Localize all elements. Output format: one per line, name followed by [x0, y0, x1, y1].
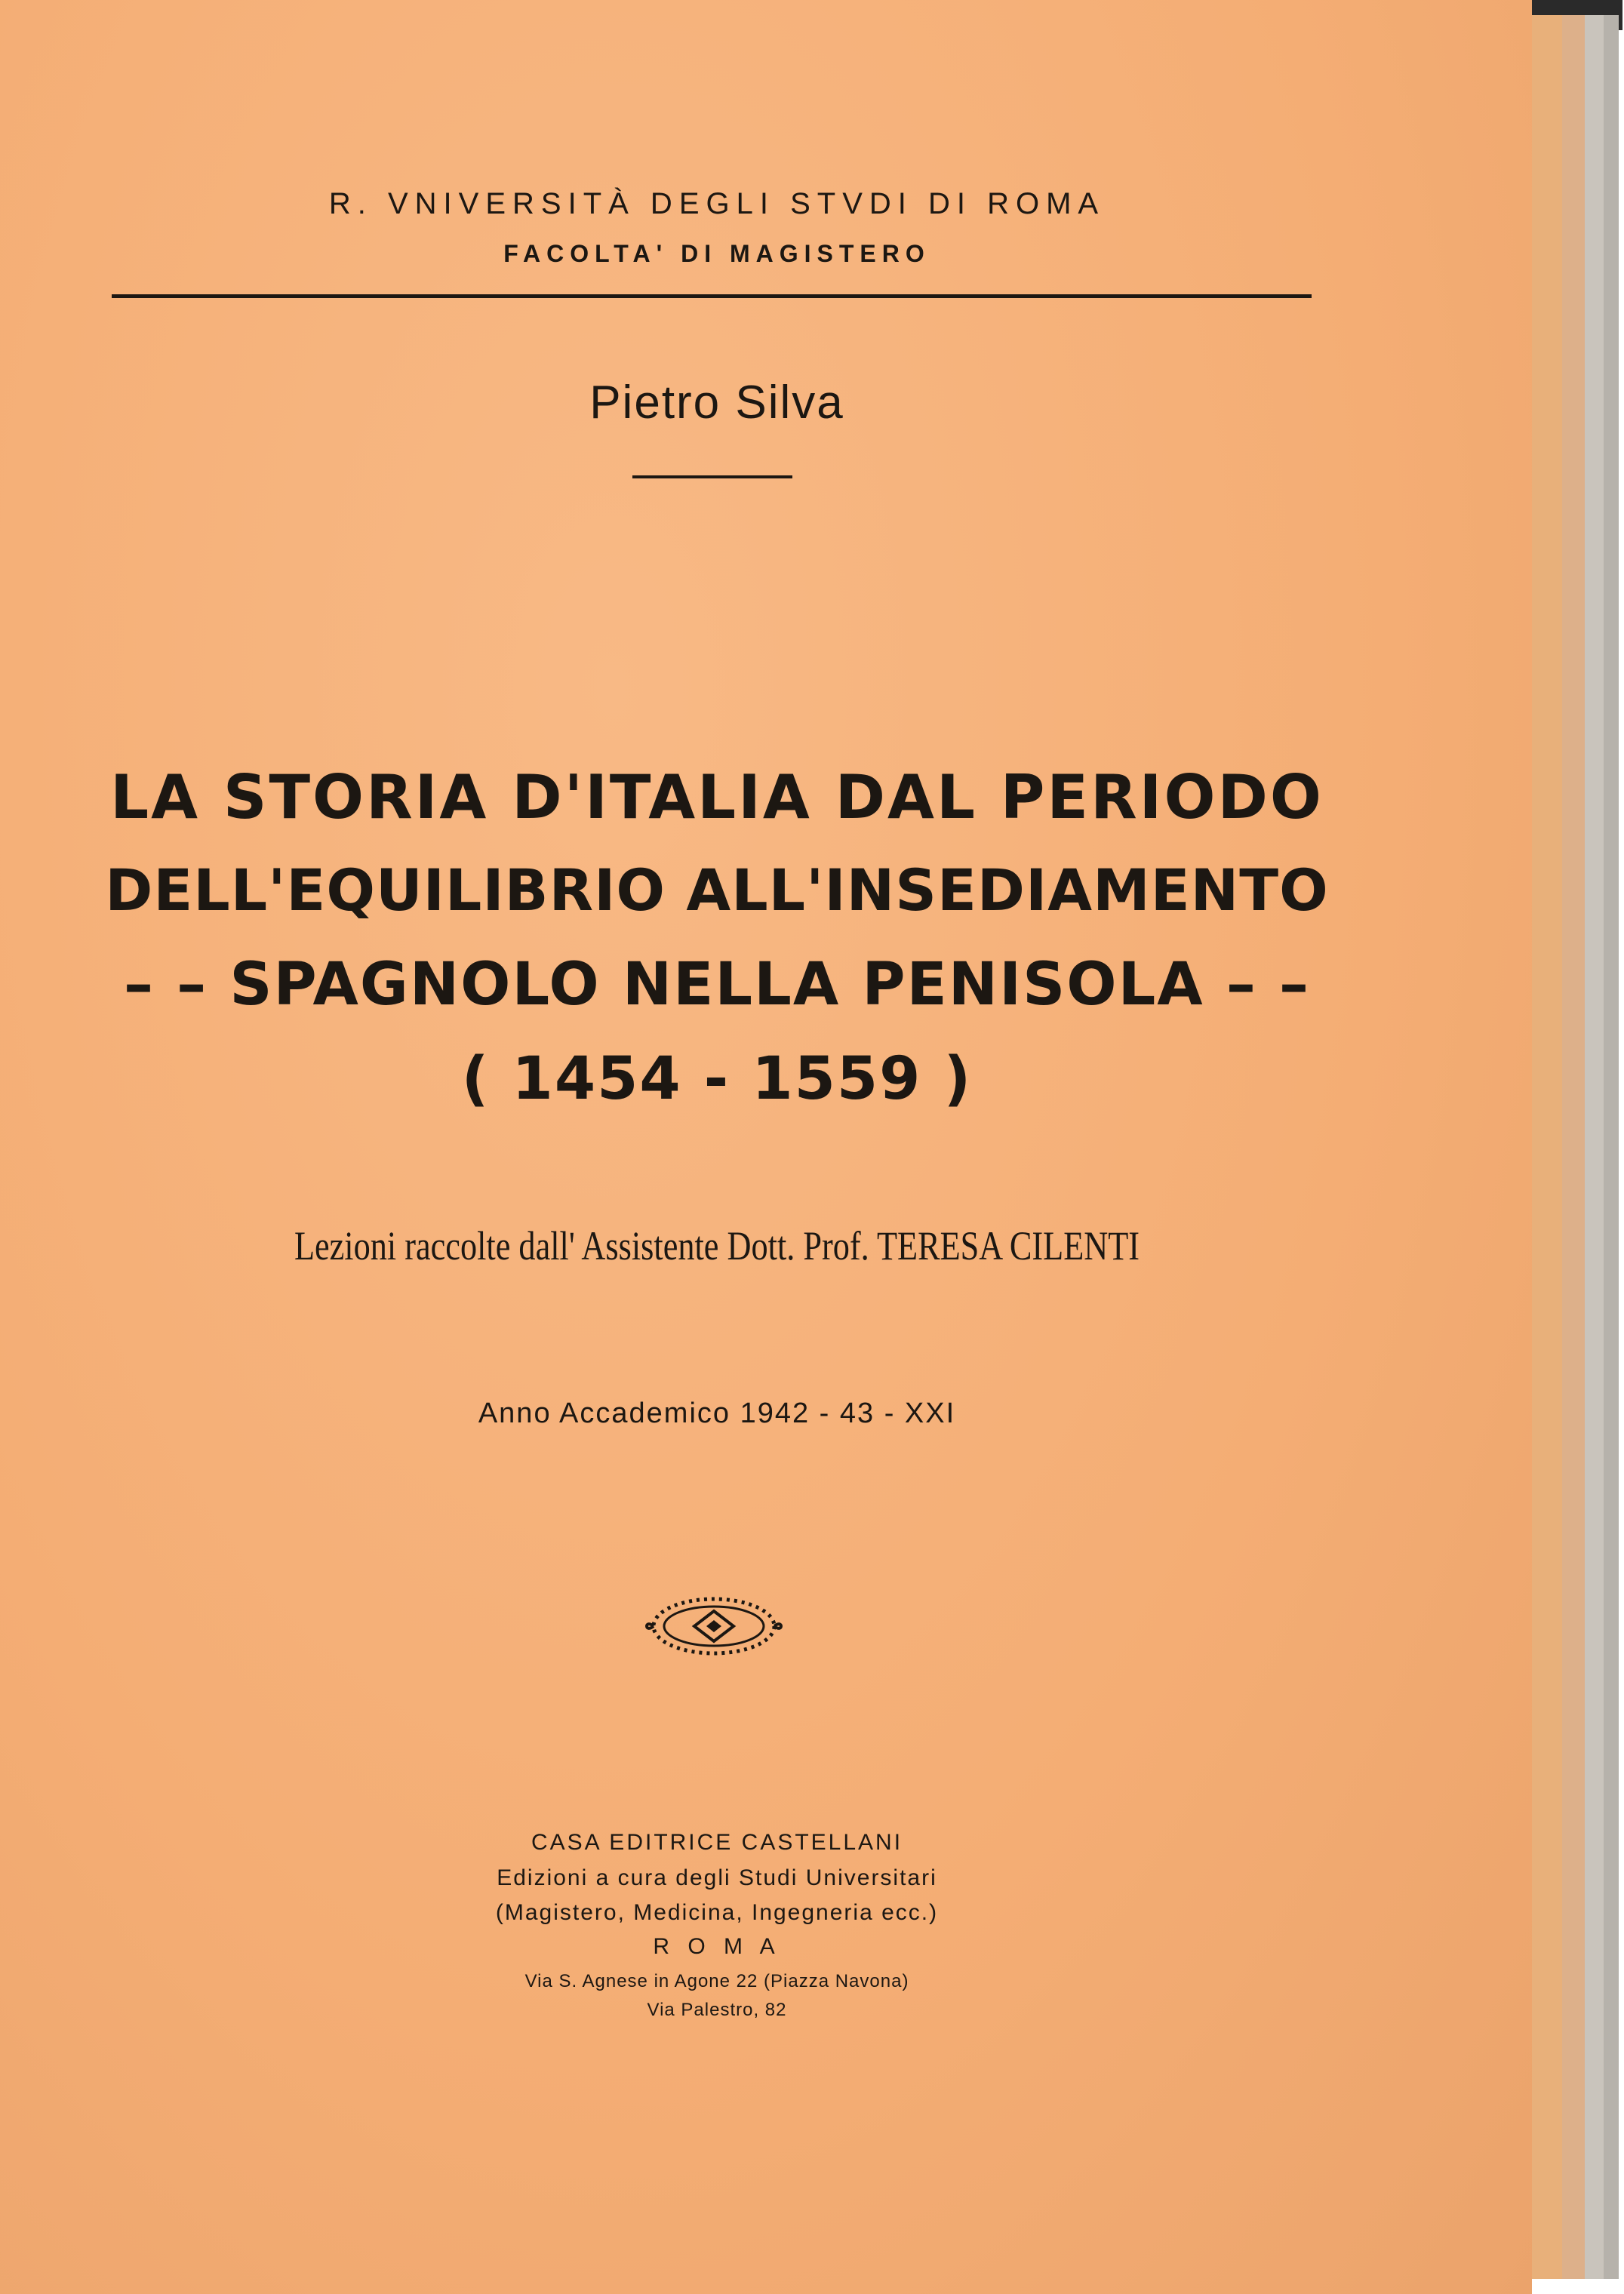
- lecture-note: Lezioni raccolte dall' Assistente Dott. Prof. TERESA CILENTI: [294, 1223, 1140, 1268]
- title-line-1: LA STORIA D'ITALIA DAL PERIODO: [110, 762, 1324, 832]
- publisher-line-2: Edizioni a cura degli Studi Universitari: [497, 1865, 937, 1890]
- faculty-name: FACOLTA' DI MAGISTERO: [503, 240, 930, 267]
- title-line-2: DELL'EQUILIBRIO ALL'INSEDIAMENTO: [105, 856, 1329, 924]
- back-sheet: [1604, 15, 1619, 2279]
- title-dates: ( 1454 - 1559 ): [461, 1045, 973, 1113]
- author-rule: [632, 475, 792, 478]
- ornament-icon: [638, 1588, 789, 1664]
- publisher-line-3: (Magistero, Medicina, Ingegneria ecc.): [495, 1900, 939, 1925]
- publisher-city: R O M A: [653, 1934, 781, 1959]
- header-rule: [112, 294, 1312, 298]
- academic-year: Anno Accademico 1942 - 43 - XXI: [478, 1398, 956, 1429]
- author-name: Pietro Silva: [589, 377, 844, 429]
- title-line-3: – – SPAGNOLO NELLA PENISOLA – –: [124, 951, 1310, 1019]
- publisher-address-2: Via Palestro, 82: [647, 2000, 787, 2020]
- university-name: R. VNIVERSITÀ DEGLI STVDI DI ROMA: [328, 187, 1106, 220]
- publisher-name: CASA EDITRICE CASTELLANI: [531, 1830, 903, 1855]
- publisher-address-1: Via S. Agnese in Agone 22 (Piazza Navona): [524, 1971, 909, 1991]
